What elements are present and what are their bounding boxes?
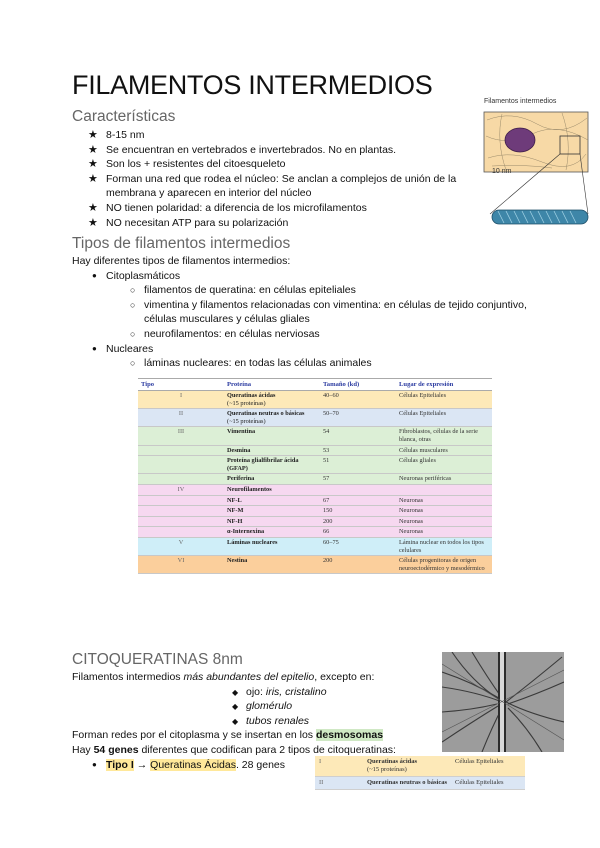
table-row [138, 556, 492, 574]
table-cell: 50–70 [320, 409, 396, 427]
table-cell: 57 [320, 474, 396, 485]
citoqueratina-table-image [315, 756, 525, 790]
table-cell: Células gliales [396, 456, 492, 474]
table-row [315, 777, 525, 790]
table-cell: Desmina [224, 445, 320, 456]
table-cell: 60–75 [320, 537, 396, 555]
table-cell: II [138, 409, 224, 427]
protein-table-body [138, 391, 492, 574]
list-item: ○ vimentina y filamentos relacionadas con vimentina: en células de tejido conjuntivo, células musculares y células gliales [130, 298, 539, 327]
list-item: ○ neurofilamentos: en células nerviosas [130, 327, 542, 342]
table-row [138, 527, 492, 538]
list-item: ● Citoplasmáticos [92, 269, 542, 284]
figure-scale-label: 10 nm [492, 168, 512, 175]
table-cell: NF-M [224, 506, 320, 517]
table-cell: I [138, 391, 224, 409]
table-row [315, 756, 525, 777]
list-item: ★ Son los + resistentes del citoesqueleto [88, 157, 483, 172]
table-cell: 40–60 [320, 391, 396, 409]
table-header-row [138, 379, 492, 391]
tipos-content [72, 254, 542, 371]
table-cell: Queratinas ácidas (~15 proteínas) [224, 391, 320, 409]
table-cell: 53 [320, 445, 396, 456]
citoqueratinas-intro: Filamentos intermedios más abundantes del epitelio, excepto en: [72, 671, 375, 683]
column-header: Proteína [224, 379, 320, 391]
list-item: ● Tipo I → Queratinas Ácidas. 28 genes [92, 758, 442, 773]
section-heading-citoqueratinas: CITOQUERATINAS 8nm [72, 651, 243, 668]
table-cell [320, 484, 396, 495]
column-header: Tamaño (kd) [320, 379, 396, 391]
citoqueratina-table [315, 756, 525, 790]
list-item: ★ Forman una red que rodea el núcleo: Se anclan a complejos de unión de la membrana y aparecen en interior del núcleo [88, 172, 483, 201]
table-cell: Láminas nucleares [224, 537, 320, 555]
figure-label: Filamentos intermedios [484, 98, 557, 105]
table-row [138, 484, 492, 495]
table-cell: Proteína glialfibrilar ácida (GFAP) [224, 456, 320, 474]
table-row [138, 516, 492, 527]
table-cell: Células Epiteliales [396, 409, 492, 427]
micrograph-image [442, 652, 564, 752]
list-item: ● Nucleares [92, 342, 542, 357]
table-cell: Neuronas [396, 527, 492, 538]
table-cell: I [315, 756, 363, 777]
list-item: ★ NO necesitan ATP para su polarización [88, 216, 483, 231]
protein-table-image [138, 378, 492, 574]
list-item: ★ 8-15 nm [88, 128, 483, 143]
table-cell: 54 [320, 427, 396, 445]
filament-illustration [482, 98, 592, 248]
column-header: Lugar de expresión [396, 379, 492, 391]
table-cell: 150 [320, 506, 396, 517]
tipos-intro: Hay diferentes tipos de filamentos intermedios: [72, 255, 291, 267]
table-cell: 51 [320, 456, 396, 474]
list-item: ○ láminas nucleares: en todas las células animales [130, 356, 542, 371]
table-cell: Células musculares [396, 445, 492, 456]
table-cell: Fibroblastos, células de la serie blanca, otras [396, 427, 492, 445]
section-heading-tipos: Tipos de filamentos intermedios [72, 235, 291, 252]
table-cell: Células progenitoras de origen neuroectodérmico y mesodérmico [396, 556, 492, 574]
table-cell [138, 527, 224, 538]
list-item: ◆ tubos renales [232, 714, 442, 729]
table-cell [138, 445, 224, 456]
table-cell: Nestina [224, 556, 320, 574]
table-row [138, 409, 492, 427]
table-cell: Neuronas [396, 516, 492, 527]
table-cell: IV [138, 484, 224, 495]
table-row [138, 506, 492, 517]
table-row [138, 495, 492, 506]
table-cell [138, 474, 224, 485]
list-item: ◆ ojo: iris, cristalino [232, 685, 442, 700]
table-row [138, 456, 492, 474]
genes-text: Hay 54 genes diferentes que codifican para 2 tipos de citoqueratinas: [72, 743, 396, 756]
list-item: ★ Se encuentran en vertebrados e invertebrados. No en plantas. [88, 143, 483, 158]
characteristics-list [88, 128, 483, 230]
table-cell: Células Epiteliales [451, 777, 525, 790]
protein-table [138, 378, 492, 574]
table-cell: Células Epiteliales [396, 391, 492, 409]
table-cell: II [315, 777, 363, 790]
intermediate-filament-diagram [482, 106, 592, 246]
table-cell: III [138, 427, 224, 445]
table-cell: Periferina [224, 474, 320, 485]
table-cell: Queratinas neutras o básicas [363, 777, 451, 790]
table-cell: Neuronas [396, 495, 492, 506]
list-item: ◆ glomérulo [232, 699, 442, 714]
table-row [138, 474, 492, 485]
table-cell: α-Internexina [224, 527, 320, 538]
table-cell: NF-L [224, 495, 320, 506]
list-item: ★ NO tienen polaridad: a diferencia de los microfilamentos [88, 201, 483, 216]
column-header: Tipo [138, 379, 224, 391]
table-cell: 67 [320, 495, 396, 506]
desmosome-micrograph [442, 652, 564, 752]
table-row [138, 391, 492, 409]
table-cell [138, 456, 224, 474]
table-cell: Neurofilamentos [224, 484, 320, 495]
table-cell [396, 484, 492, 495]
table-cell [138, 495, 224, 506]
list-item: ○ filamentos de queratina: en células epiteliales [130, 283, 542, 298]
table-row [138, 445, 492, 456]
table-cell: Neuronas [396, 506, 492, 517]
table-cell: Neuronas periféricas [396, 474, 492, 485]
table-cell: 200 [320, 516, 396, 527]
table-cell [138, 516, 224, 527]
table-cell: 200 [320, 556, 396, 574]
table-cell: V [138, 537, 224, 555]
table-cell: VI [138, 556, 224, 574]
table-cell [138, 506, 224, 517]
page-title: FILAMENTOS INTERMEDIOS [72, 70, 433, 100]
table-cell: Células Epiteliales [451, 756, 525, 777]
table-cell: NF-H [224, 516, 320, 527]
section-heading-caracteristicas: Características [72, 108, 176, 125]
table-cell: Vimentina [224, 427, 320, 445]
redes-text: Forman redes por el citoplasma y se insertan en los desmosomas [72, 729, 384, 742]
table-cell: Queratinas neutras o básicas (~15 proteínas) [224, 409, 320, 427]
table-row [138, 427, 492, 445]
table-cell: Queratinas ácidas (~15 proteínas) [363, 756, 451, 777]
table-cell: 66 [320, 527, 396, 538]
table-row [138, 537, 492, 555]
table-cell: Lámina nuclear en todos los tipos celulares [396, 537, 492, 555]
